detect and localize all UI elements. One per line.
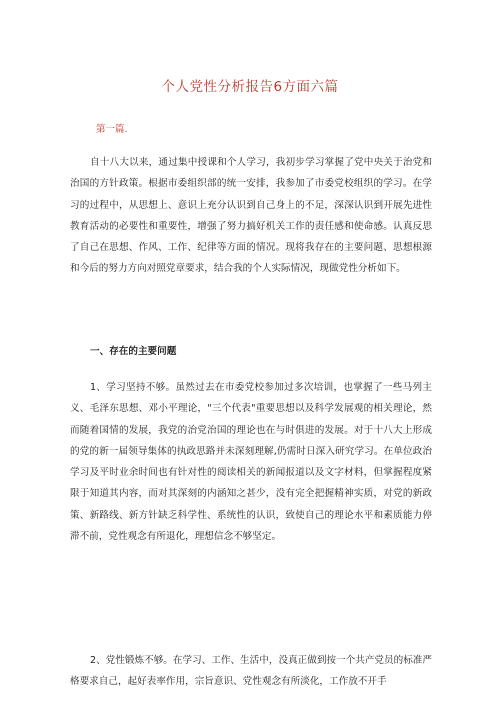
paragraph-party-spirit: 2、党性锻炼不够。在学习、工作、生活中，没真正做到按一个共产党员的标准严格要求自己，起好表率作用，宗旨意识、党性观念有所淡化，工作放不开手: [70, 655, 432, 688]
paragraph-intro: 自十八大以来，通过集中授课和个人学习，我初步学习掌握了党中央关于治党和治国的方针政策。根据市委组织部的统一安排，我参加了市委党校组织的学习。在学习的过程中，从思想上、意识上充分认识到自己身上的不足，深深认识到开展先进性教育活动的必要性和重要性，增强了努力搞好机关工作的责任感和使命感。认真反思了自己在思想、作风、工作、纪律等方面的情况。现将我存在的主要问题、思想根源和今后的努力方向对照党章要求，结合我的个人实际情况，现做党性分析如下。: [70, 157, 432, 275]
paragraph-study: 1、学习坚持不够。虽然过去在市委党校参加过多次培训，也掌握了一些马列主义、毛泽东思想、邓小平理论，"三个代表"重要思想以及科学发展观的相关理论，然而随着国情的发展，我党的治党治国的理论也在与时俱进的发展。对于十八大上形成的党的新一届领导集体的执政思路并未深刻理解,仍需时日深入研究学习。在单位政治学习及平时业余时间也有针对性的阅读相关的新闻报道以及文字材料，但掌握程度紧限于知道其内容，而对其深刻的内涵知之甚少，没有完全把握精神实质，对党的新政策、新路线、新方针缺乏科学性、系统性的认识，致使自己的理论水平和素质能力停滞不前，党性观念有所退化，理想信念不够坚定。: [70, 382, 432, 543]
section-heading: 一、存在的主要问题: [90, 346, 177, 357]
section-label: 第一篇.: [96, 124, 128, 135]
document-title: 个人党性分析报告6方面六篇: [161, 79, 339, 95]
